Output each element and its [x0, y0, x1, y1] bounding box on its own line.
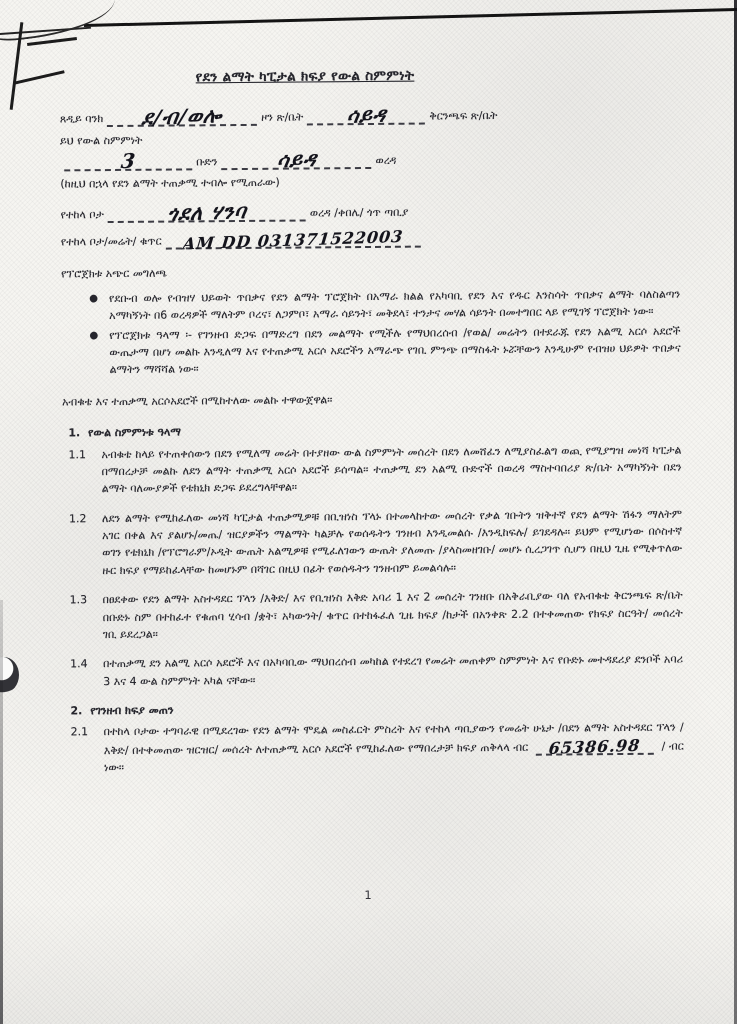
- form-line-bank-zone-branch: [59, 101, 679, 131]
- branch-blank: [307, 102, 425, 129]
- section-1-number: 1.: [68, 426, 81, 440]
- clause-1-4: [64, 651, 683, 691]
- bullet-icon: ●: [89, 293, 99, 305]
- section-2-title-text: የገንዘብ ክፍያ መጠን: [90, 703, 174, 718]
- branch-office-label: ቅርንጫፍ ጽ/ቤት: [429, 109, 498, 123]
- woreda-blank: [221, 146, 371, 173]
- parenthetical-note: (ከዚህ በኋላ የደን ልማት ተጠቃሚ ተብሎ የሚጠራው): [60, 176, 280, 191]
- bank-label: ጸዲይ ባንክ: [59, 112, 104, 126]
- clause-text: በፀደቀው የደን ልማት አስተዳደር ፕላን /እቅድ/ እና የቢዝነስ እቅድ አባሪ 1 እና 2 መሰረት ገንዘቡ በአቅራቢያው ባለ የአብቁቴ ቅርንጫፍ ጽ/ቤት በቡድኑ ስም በተከፈተ የቁጠባ ሂሳብ /ቋት፣ አካውንት/ ቁጥር በተከፋፈለ ጊዜ ክፍያ /ከታች በአንቀጽ 2.2 በተቀመጠው የክፍያ ስርዓት/ መሰረት ገቢ ይደረጋል።: [102, 588, 683, 642]
- parcel-label: የተከላ ቦታ/መሬት/ ቁጥር: [60, 234, 162, 249]
- clause-number: 2.1: [70, 725, 89, 739]
- site-blank: [108, 198, 306, 226]
- clause-number: 1.3: [69, 593, 88, 607]
- form-line-parcel-number: [60, 226, 680, 254]
- branch-handwritten-value: ሳይዳ: [345, 102, 388, 129]
- form-line-planting-site: [60, 196, 679, 226]
- summary-bullet-text: የደቡብ ወሎ የብዝሃ ህይወት ጥበቃና የደን ልማት ፕሮጀክት በአማራ ክልል የአካባቢ የደን እና የዱር እንስሳት ጥበቃና ልማት ባለስልጣን አማካኝነት በ6 ወረዳዎች ማለትም ቦረና፣ ለጋምቦ፣ አማራ ሳይንት፣ መቅደላ፣ ተንታና መሃል ሳይንት በመተግበር ላይ የሚገኝ ፕሮጀክት ነው።: [108, 287, 681, 323]
- clause-1-3: [64, 587, 683, 644]
- clause-text: በተጠቃሚ ደን አልሚ አርሶ አደሮች እና በአካባቢው ማህበረሰብ መካከል የተደረገ የመሬት መጠቀም ስምምነት እና የቡድኑ መተዳደሪያ ደንቦች አባሪ 3 እና 4 ውል ስምምነት አካል ናቸው።: [103, 652, 684, 688]
- clause-2-1-text-after: / ብር ነው።: [103, 739, 684, 775]
- clause-number: 1.1: [68, 447, 87, 461]
- clause-text: ለደን ልማት የሚከፈለው መነሻ ካፒታል ተጠቃሚዎቹ በቢዝነስ ፕላኑ በተመላከተው መሰረት የቃል ገቡትን ዝቅተኛ የደን ልማት ሽፋን ማለትም አገር በቀል እና ያልሆኑ/መጤ/ ዝርያዎችን ማልማት ካልቻሉ የወሰዱትን ገንዘብ እንዲመልሱ /እንዲከፍሉ/ ይገደዳሉ። ይህም የሚሆነው በሶስተኛ ወገን የቴክኒክ /የፕሮግራም/ኦዲት ውጤት አልሚዎቹ የሚፈለገውን ውጤት ያለመጡ /ያላስመዘገቡ/ መሆኑ ሲረጋገጥ ሲሆን በዚህ ጊዜ የሚቀጥለው ዙር ክፍያ የማይከፈላቸው ከመሆኑም በሻገር በዚህ በፊት የወሰዱትን ገንዘብም ይመልሳሉ።: [101, 507, 683, 577]
- bullet-icon: ●: [89, 329, 99, 341]
- amount-blank: [536, 737, 654, 756]
- clause-2-1: [65, 719, 684, 777]
- section-1-title: [62, 420, 681, 442]
- group-label: ቡድን: [196, 155, 218, 169]
- clause-1-1: [62, 441, 681, 498]
- amount-handwritten-value: 65386.98: [548, 735, 642, 758]
- site-label: የተከላ ቦታ: [60, 207, 104, 222]
- group-blank: [64, 148, 192, 174]
- agreement-intro-line: ይህ የውል ስምምነት: [59, 133, 143, 148]
- summary-bullet: [61, 322, 680, 379]
- document-title: የደን ልማት ካፒታል ክፍያ የውል ስምምነት: [195, 67, 415, 86]
- woreda-handwritten-value: ሳይዳ: [275, 146, 318, 173]
- parties-intro-line: አብቁቴ እና ተጠቃሚ አርሶአደሮች በሚከተለው መልኩ ተዋውጀዋል።: [62, 393, 333, 409]
- section-1-title-text: የውል ስምምነቱ ዓላማ: [88, 425, 182, 440]
- section-2-number: 2.: [70, 704, 83, 718]
- zone-handwritten-value: ደ/ብ/ወሎ: [140, 103, 224, 131]
- zone-blank: [107, 103, 257, 131]
- clause-number: 1.4: [70, 657, 88, 671]
- summary-bullet: [61, 286, 680, 326]
- group-handwritten-value: 3: [119, 148, 137, 174]
- clause-number: 1.2: [68, 511, 87, 526]
- clause-text: [104, 719, 684, 777]
- project-summary-heading: የፕሮጀክቱ አጭር መግለጫ: [60, 266, 167, 280]
- clause-text: አብቁቴ ከላይ የተጠቀሰውን በደን የሚለማ መሬት በተያዘው ውል ስምምነት መሰረት በደን ለመሸፈን ለሚያስፈልግ ወጪ የሚያግዝ መነሻ ካፒታል በማበረታቻ መልኩ ለደን ልማት ተጠቃሚ አርሶ አደሮች ይሰጣል። ተጠቃሚ ደን አልሚ ቡድኖች በወረዳ ማስተባበሪያ ጽ/ቤት አማካኝነት በደን ልማት ባለሙያዎች የቴክኒክ ድጋፍ ይደረግላቸዋል።: [101, 443, 682, 496]
- zone-office-label: ዞን ጽ/ቤት: [261, 110, 304, 125]
- section-2-title: [64, 698, 683, 720]
- clause-1-2: [63, 505, 683, 579]
- woreda-label: ወረዳ: [375, 153, 397, 168]
- page-number: 1: [364, 888, 373, 902]
- parcel-handwritten-value: AM DD 031371522003: [182, 226, 405, 254]
- clause-2-1-text-before: በተከላ ቦታው ተግባራዊ በሚደረገው የደን ልማት ሞዴል መስፈርት ምስረት እና የተከላ ጣቢያውን የመሬት ሁኔታ /በደን ልማት አስተዳደር ፕላን /እቅድ/ በተቀመጠው ዝርዝር/ መሰረት ለተጠቃሚ አርሶ አደሮች የሚከፈለው የማበረታቻ ክፍያ ጠቅላላ ብር: [103, 720, 684, 757]
- summary-bullet-text: የፕሮጀክቱ ዓላማ ፡- የገንዘብ ድጋፍ በማድረግ በደን መልማት የሚችሉ የማህበረሰብ /የወል/ መሬትን በተደራጁ የደን አልሚ አርሶ አደሮች ውጤታማ በሆነ መልኩ እንዲለማ እና የተጠቃሚ አርሶ አደሮችን አማራጭ የገቢ ምንጭ በማስፋት ኑሯቸውን እንዲሁም የብዝሀ ህይዎት ጥበቃና ልማትን ማሻሻል ነው።: [109, 324, 681, 377]
- parcel-blank: [166, 226, 421, 254]
- form-line-group-woreda: [60, 145, 679, 172]
- site-suffix-label: ወረዳ /ቀበሌ/ ጎጥ ጣቢያ: [309, 205, 409, 220]
- site-handwritten-value: ጎደለ ሃንባ: [165, 198, 248, 226]
